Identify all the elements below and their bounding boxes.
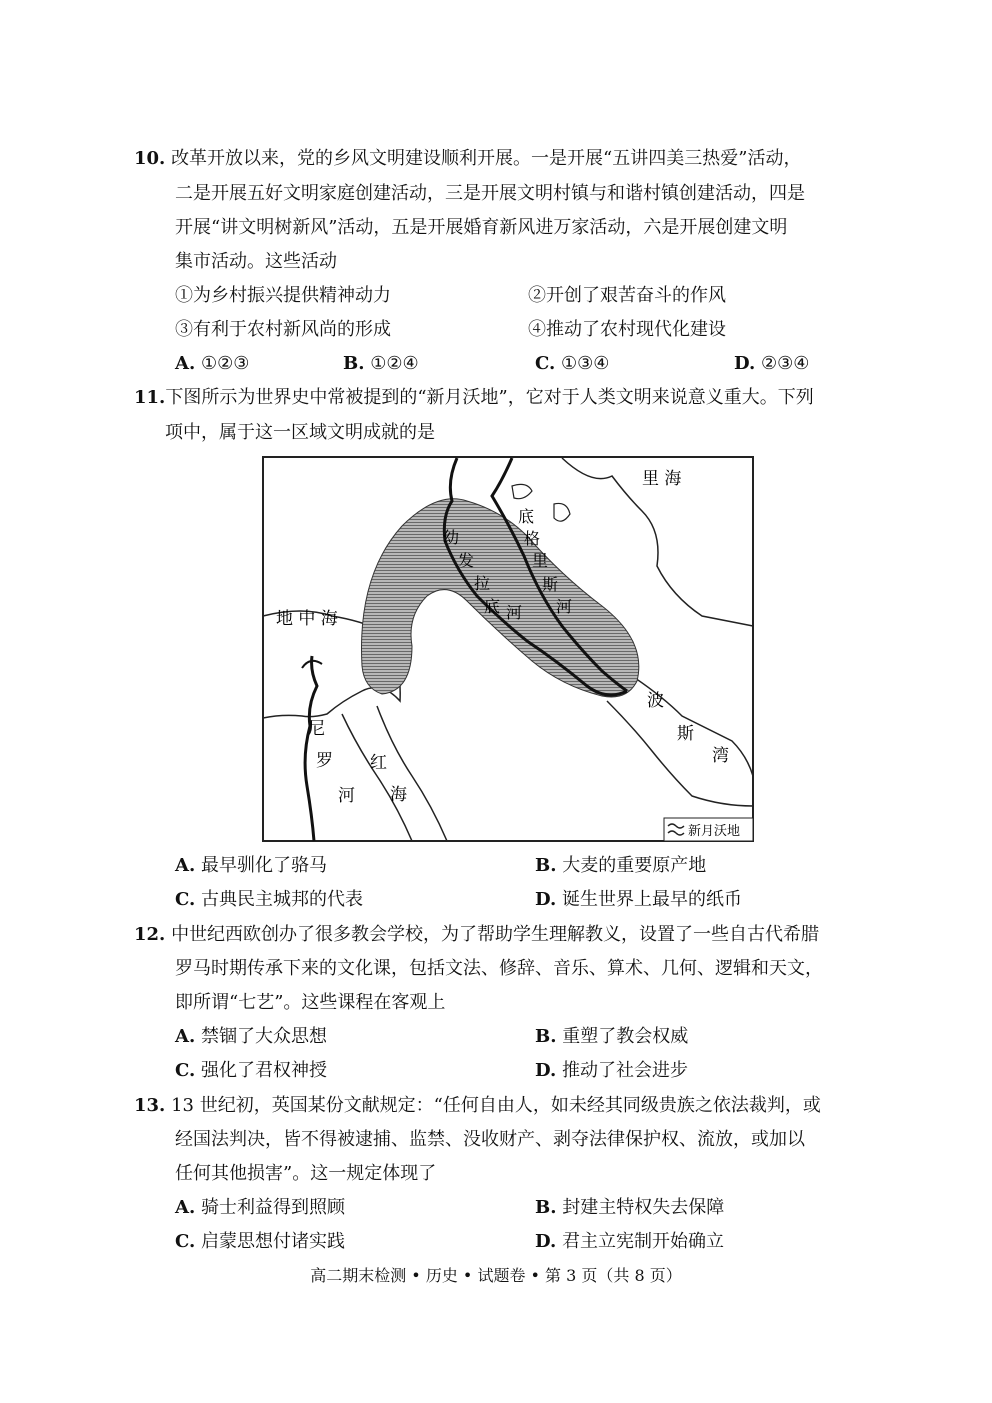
q12-line-3: 即所谓“七艺”。这些课程在客观上 — [175, 992, 446, 1013]
svg-text:斯: 斯 — [677, 724, 694, 744]
q11-option-a[interactable]: A. 最早驯化了骆马 — [175, 855, 327, 876]
q10-item-3: ③有利于农村新风尚的形成 — [175, 319, 391, 340]
q11-number: 11. — [134, 387, 166, 408]
q10-option-b[interactable]: B. ①②④ — [343, 353, 419, 374]
svg-text:拉: 拉 — [474, 574, 491, 593]
q12-number: 12. — [134, 924, 166, 945]
q10-number: 10. — [134, 148, 166, 169]
mediterranean-label: 地 中 海 — [276, 609, 338, 629]
q13-option-d[interactable]: D. 君主立宪制开始确立 — [535, 1231, 724, 1252]
q13-line-3: 任何其他损害”。这一规定体现了 — [175, 1163, 437, 1184]
q12-option-d[interactable]: D. 推动了社会进步 — [535, 1060, 688, 1081]
svg-text:河: 河 — [506, 603, 523, 622]
q12-option-b[interactable]: B. 重塑了教会权威 — [535, 1026, 689, 1047]
svg-text:格: 格 — [524, 529, 541, 548]
q13-line-1: 13. 13 世纪初，英国某份文献规定：“任何自由人，如未经其同级贵族之依法裁判，或 — [134, 1095, 821, 1116]
svg-text:幼: 幼 — [443, 528, 460, 547]
q11-line-2: 项中，属于这一区域文明成就的是 — [165, 422, 435, 443]
q11-option-c[interactable]: C. 古典民主城邦的代表 — [175, 889, 364, 910]
q10-item-2: ②开创了艰苦奋斗的作风 — [528, 285, 726, 306]
svg-text:斯: 斯 — [542, 575, 559, 594]
svg-text:新月沃地: 新月沃地 — [688, 824, 741, 839]
q11-option-d[interactable]: D. 诞生世界上最早的纸币 — [535, 889, 742, 910]
svg-text:底: 底 — [484, 597, 501, 616]
svg-text:底: 底 — [518, 507, 535, 526]
q10-option-d[interactable]: D. ②③④ — [734, 353, 810, 374]
q11-line-1: 11.下图所示为世界史中常被提到的“新月沃地”，它对于人类文明来说意义重大。下列 — [134, 387, 814, 408]
svg-text:海: 海 — [390, 785, 407, 805]
q10-option-a[interactable]: A. ①②③ — [175, 353, 250, 374]
svg-text:罗: 罗 — [316, 751, 333, 771]
q10-item-4: ④推动了农村现代化建设 — [528, 319, 726, 340]
q12-line-2: 罗马时期传承下来的文化课，包括文法、修辞、音乐、算术、几何、逻辑和天文， — [175, 958, 823, 979]
svg-text:河: 河 — [338, 786, 355, 806]
q10-item-1: ①为乡村振兴提供精神动力 — [175, 285, 391, 306]
q13-option-a[interactable]: A. 骑士利益得到照顾 — [175, 1197, 345, 1218]
q12-option-c[interactable]: C. 强化了君权神授 — [175, 1060, 328, 1081]
q13-option-b[interactable]: B. 封建主特权失去保障 — [535, 1197, 725, 1218]
svg-text:河: 河 — [556, 597, 573, 616]
q12-line-1: 12. 中世纪西欧创办了很多教会学校，为了帮助学生理解教义，设置了一些自古代希腊 — [134, 924, 820, 945]
q11-option-b[interactable]: B. 大麦的重要原产地 — [535, 855, 707, 876]
svg-text:里: 里 — [532, 551, 549, 570]
q10-line-2: 二是开展五好文明家庭创建活动，三是开展文明村镇与和谐村镇创建活动，四是 — [175, 183, 805, 204]
caspian-label: 里 海 — [642, 469, 682, 489]
svg-text:波: 波 — [647, 691, 664, 711]
page-footer: 高二期末检测 • 历史 • 试题卷 • 第 3 页（共 8 页） — [310, 1266, 682, 1285]
map-legend — [664, 818, 753, 841]
svg-text:湾: 湾 — [712, 746, 729, 766]
q10-option-c[interactable]: C. ①③④ — [535, 353, 610, 374]
q10-line-1: 10. 改革开放以来，党的乡风文明建设顺利开展。一是开展“五讲四美三热爱”活动， — [134, 148, 802, 169]
q10-line-4: 集市活动。这些活动 — [175, 251, 337, 272]
q13-option-c[interactable]: C. 启蒙思想付诸实践 — [175, 1231, 346, 1252]
fertile-crescent-map — [262, 456, 754, 842]
q13-line-2: 经国法判决，皆不得被逮捕、监禁、没收财产、剥夺法律保护权、流放，或加以 — [175, 1129, 805, 1150]
q12-option-a[interactable]: A. 禁锢了大众思想 — [175, 1026, 327, 1047]
svg-text:发: 发 — [458, 551, 475, 570]
q10-line-3: 开展“讲文明树新风”活动，五是开展婚育新风进万家活动，六是开展创建文明 — [175, 217, 788, 238]
svg-text:红: 红 — [370, 753, 387, 773]
q13-number: 13. — [134, 1095, 166, 1116]
svg-text:尼: 尼 — [308, 719, 325, 739]
